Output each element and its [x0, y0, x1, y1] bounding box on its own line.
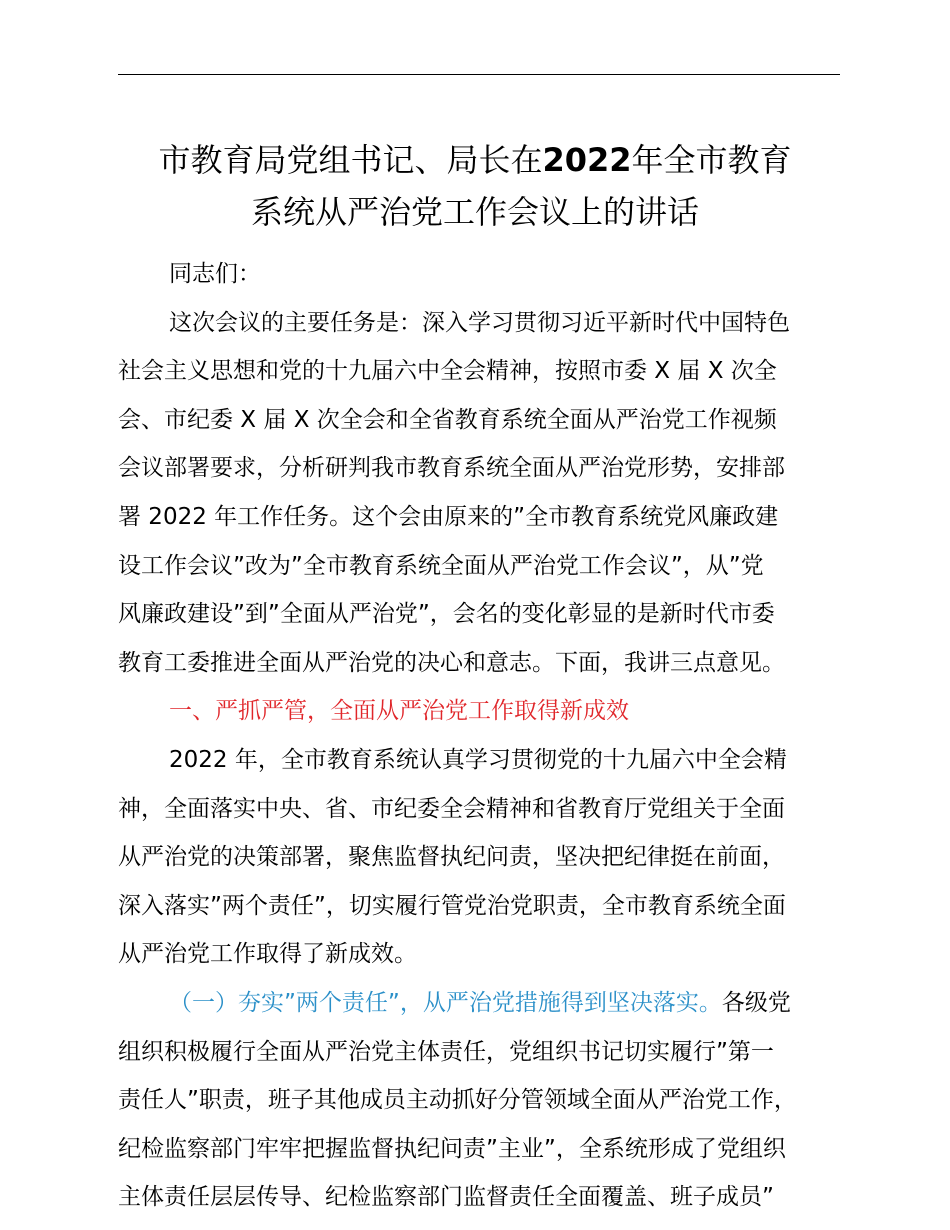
title-year: 2022: [542, 141, 632, 179]
header-rule: [118, 74, 840, 75]
paragraph-line: 设工作会议”改为”全市教育系统全面从严治党工作会议”，从”党: [118, 552, 764, 579]
salutation: 同志们：: [169, 261, 261, 287]
subsection-heading-1: （一）夯实”两个责任”，从严治党措施得到坚决落实。: [169, 989, 722, 1016]
paragraph-text: 各级党: [721, 989, 791, 1016]
title-line-2: 系统从严治党工作会议上的讲话: [250, 193, 699, 231]
document-title: [100, 134, 850, 238]
paragraph-line: 社会主义思想和党的十九届六中全会精神，按照市委 X 届 X 次全: [118, 358, 777, 385]
paragraph-line: 风廉政建设”到”全面从严治党”，会名的变化彰显的是新时代市委: [118, 601, 775, 628]
paragraph-line: 组织积极履行全面从严治党主体责任，党组织书记切实履行”第一: [118, 1038, 774, 1065]
title-line-1: 市教育局党组书记、局长在2022年全市教育: [158, 141, 792, 179]
paragraph-line: 责任人”职责，班子其他成员主动抓好分管领域全面从严治党工作，: [118, 1087, 797, 1114]
document-body: [118, 250, 858, 1222]
paragraph-line: 2022 年，全市教育系统认真学习贯彻党的十九届六中全会精: [169, 746, 787, 773]
paragraph-line: 从严治党工作取得了新成效。: [118, 941, 417, 968]
paragraph-line: 会议部署要求，分析研判我市教育系统全面从严治党形势，安排部: [118, 455, 785, 482]
paragraph-line: 教育工委推进全面从严治党的决心和意志。下面，我讲三点意见。: [118, 649, 785, 676]
section-heading-1: 一、严抓严管，全面从严治党工作取得新成效: [169, 698, 629, 725]
paragraph-line: 从严治党的决策部署，聚焦监督执纪问责，坚决把纪律挺在前面，: [118, 844, 785, 871]
subsection-line: [118, 979, 858, 1028]
paragraph-line: 纪检监察部门牢牢把握监督执纪问责”主业”，全系统形成了党组织: [118, 1135, 786, 1162]
paragraph-line: 神，全面落实中央、省、市纪委全会精神和省教育厅党组关于全面: [118, 795, 785, 822]
paragraph-line: 主体责任层层传导、纪检监察部门监督责任全面覆盖、班子成员”: [118, 1184, 774, 1211]
paragraph-line: 深入落实”两个责任”，切实履行管党治党职责，全市教育系统全面: [118, 892, 786, 919]
paragraph-line: 署 2022 年工作任务。这个会由原来的”全市教育系统党风廉政建: [118, 503, 779, 530]
paragraph-line: 这次会议的主要任务是：深入学习贯彻习近平新时代中国特色: [169, 309, 790, 336]
paragraph-line: 会、市纪委 X 届 X 次全会和全省教育系统全面从严治党工作视频: [118, 406, 777, 433]
